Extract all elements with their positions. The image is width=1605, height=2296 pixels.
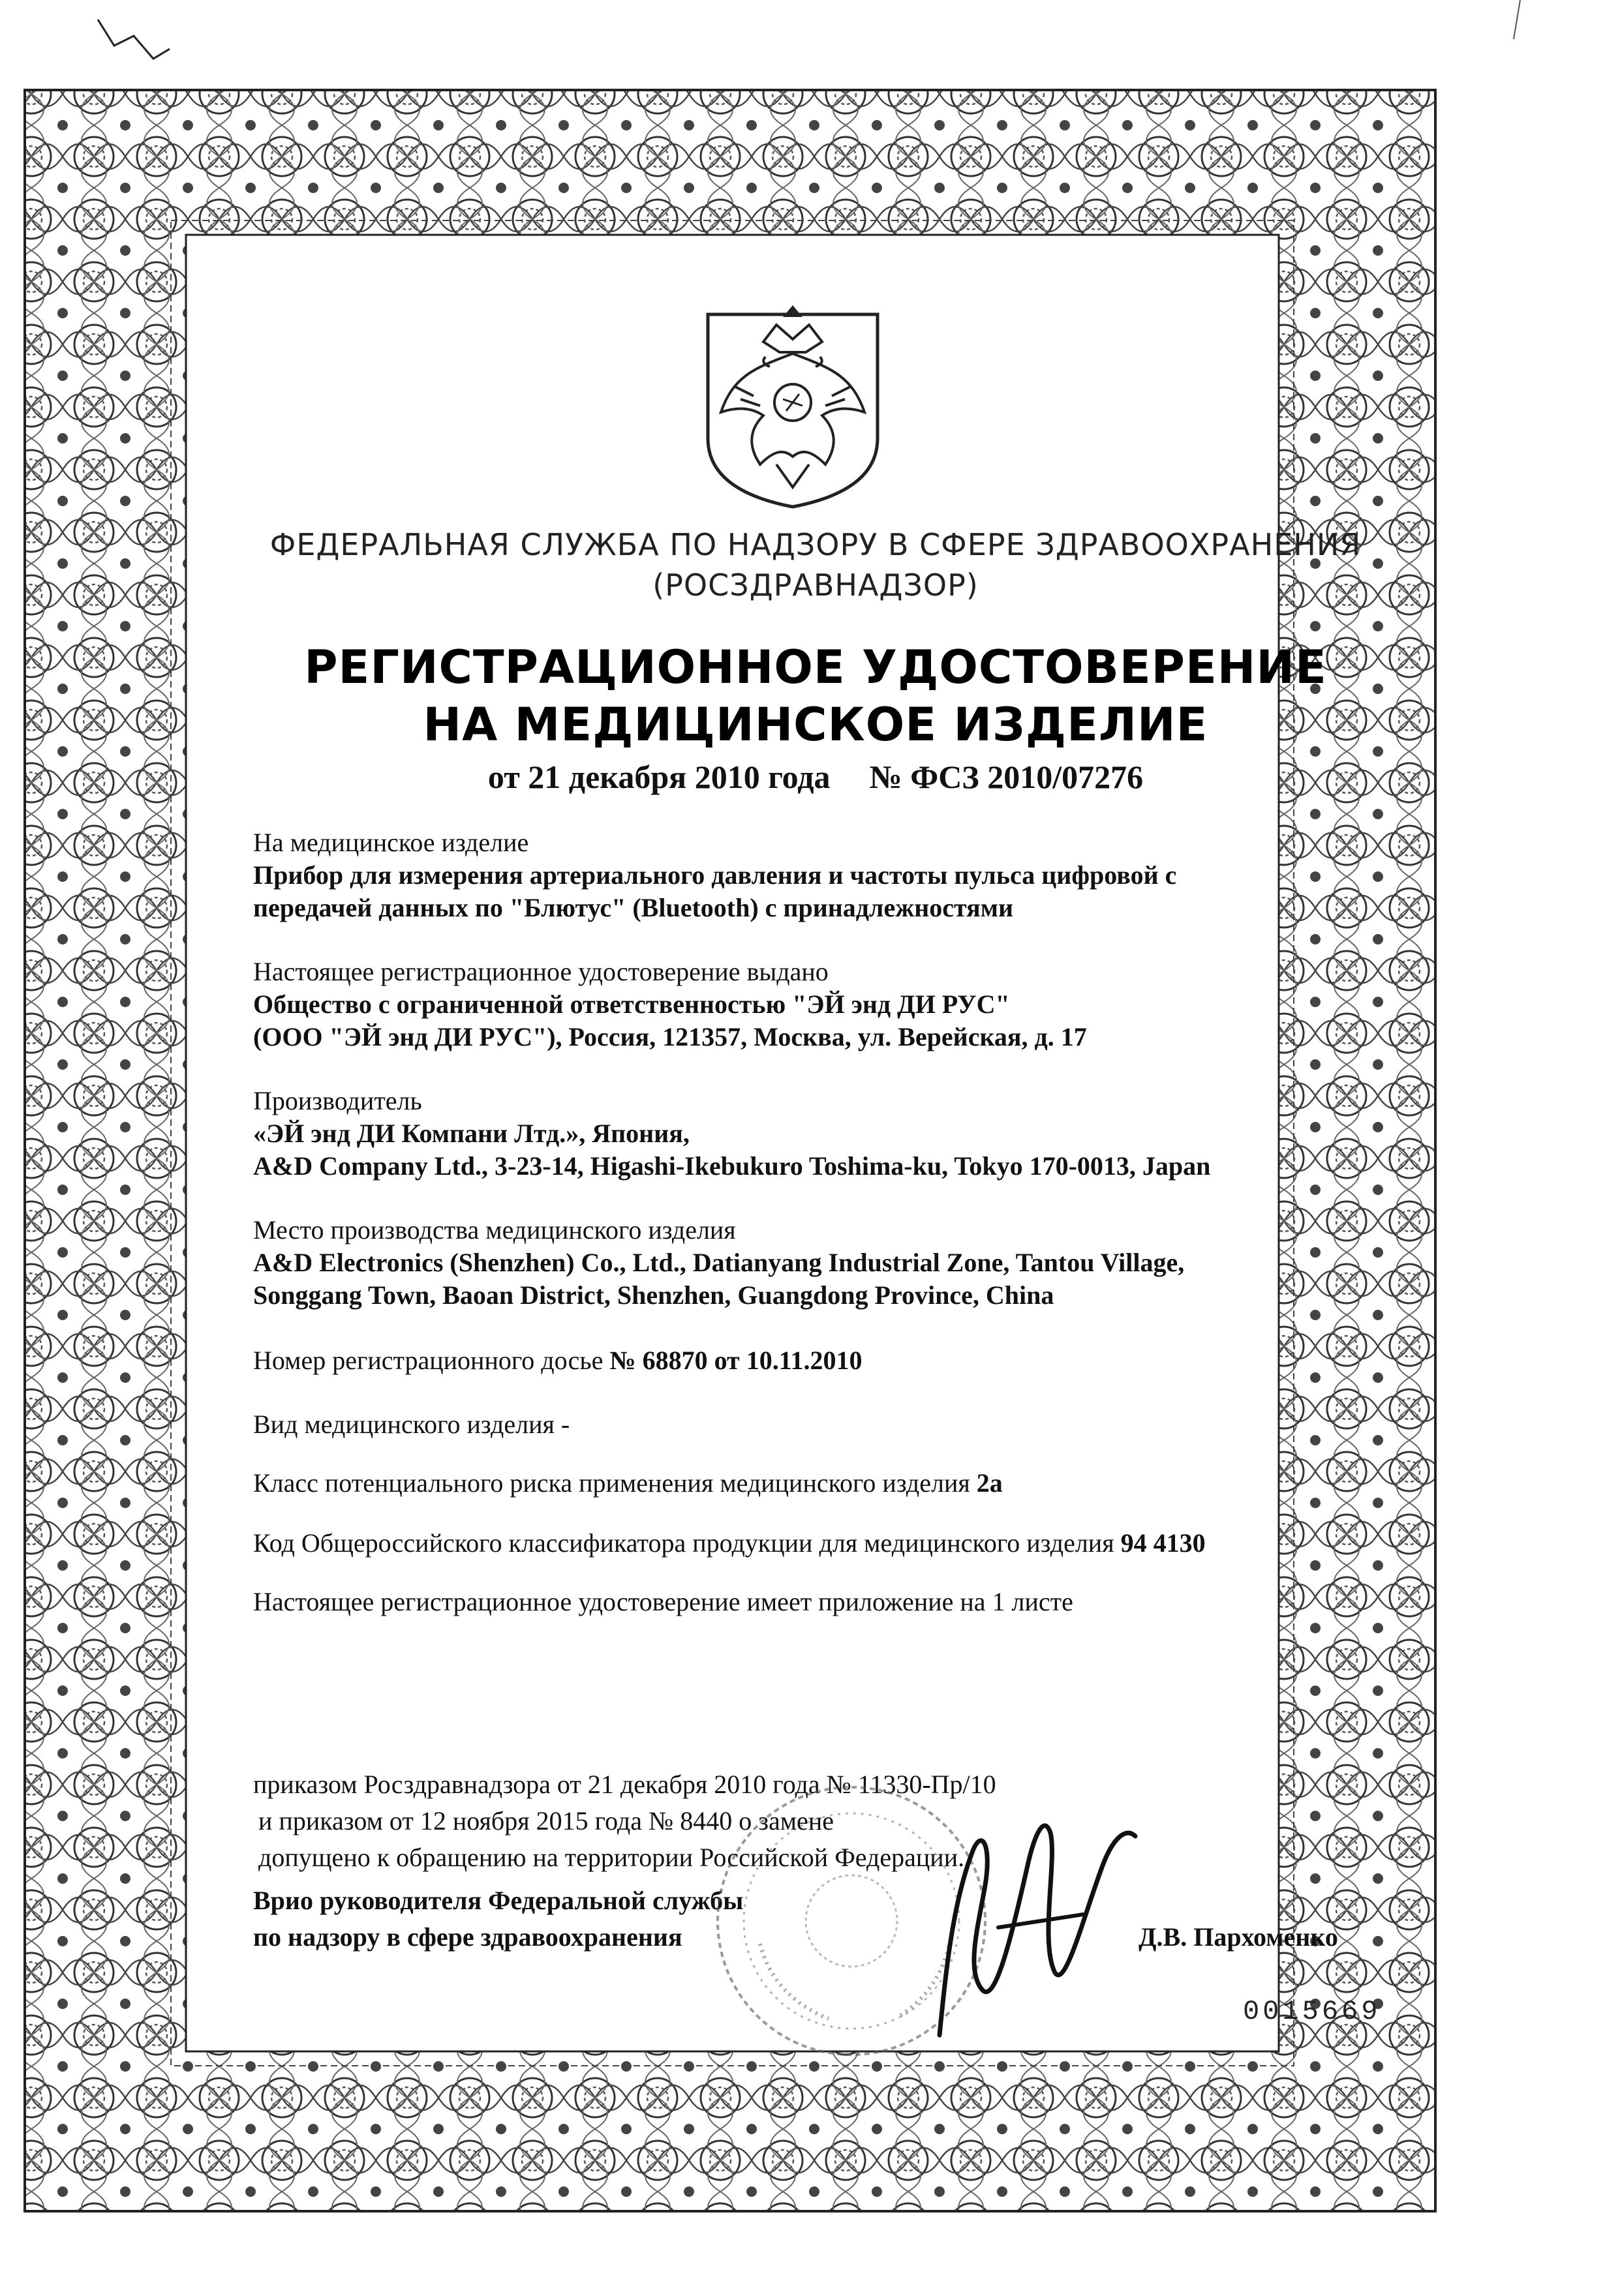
manufacturer-label: Производитель (253, 1086, 422, 1115)
risk-class-line (253, 1468, 1003, 1498)
certificate-number: № ФСЗ 2010/07276 (869, 759, 1144, 795)
issue-dateline (196, 758, 1435, 796)
issue-date: от 21 декабря 2010 года (487, 759, 831, 795)
document-subtitle: НА МЕДИЦИНСКОЕ ИЗДЕЛИЕ (423, 698, 1208, 751)
order-line2: и приказом от 12 ноября 2015 года № 8440 о замене (258, 1806, 834, 1835)
okp-code-line (253, 1528, 1206, 1558)
signatory-title-line2: по надзору в сфере здравоохранения (253, 1922, 682, 1952)
agency-name: ФЕДЕРАЛЬНАЯ СЛУЖБА ПО НАДЗОРУ В СФЕРЕ ЗДРАВООХРАНЕНИЯ (269, 527, 1362, 562)
device-name-line2: передачей данных по "Блютус" (Bluetooth) с принадлежностями (253, 893, 1014, 922)
okp-code-label: Код Общероссийского классификатора продукции для медицинского изделия (253, 1528, 1114, 1558)
dossier-line (253, 1345, 862, 1376)
issued-to-line1: Общество с ограниченной ответственностью "ЭЙ энд ДИ РУС" (253, 989, 1010, 1019)
handwritten-signature (868, 1774, 1168, 2048)
dossier-label: Номер регистрационного досье (253, 1346, 604, 1375)
risk-class-value: 2а (976, 1468, 1003, 1498)
issued-to-line2: (ООО "ЭЙ энд ДИ РУС"), Россия, 121357, Москва, ул. Верейская, д. 17 (253, 1022, 1087, 1051)
okp-code-value: 94 4130 (1120, 1528, 1206, 1558)
manufacturer-line2: A&D Company Ltd., 3-23-14, Higashi-Ikebukuro Toshima-ku, Tokyo 170-0013, Japan (253, 1151, 1211, 1181)
agency-abbreviation: (РОСЗДРАВНАДЗОР) (652, 567, 979, 603)
device-kind: Вид медицинского изделия - (253, 1410, 570, 1439)
dossier-value: № 68870 от 10.11.2010 (609, 1346, 863, 1375)
risk-class-label: Класс потенциального риска применения медицинского изделия (253, 1468, 970, 1498)
device-name-line1: Прибор для измерения артериального давления и частоты пульса цифровой с (253, 860, 1177, 890)
appendix-note: Настоящее регистрационное удостоверение имеет приложение на 1 листе (253, 1587, 1073, 1616)
coat-of-arms-emblem (688, 301, 897, 510)
production-site-label: Место производства медицинского изделия (253, 1215, 736, 1245)
issued-label: Настоящее регистрационное удостоверение выдано (253, 957, 829, 986)
manufacturer-line1: «ЭЙ энд ДИ Компани Лтд.», Япония, (253, 1119, 690, 1148)
order-line3: допущено к обращению на территории Российской Федерации. (258, 1843, 965, 1872)
order-line1: приказом Росздравнадзора от 21 декабря 2010 года № 11330-Пр/10 (253, 1770, 996, 1799)
document-title: РЕГИСТРАЦИОННОЕ УДОСТОВЕРЕНИЕ (304, 641, 1327, 694)
production-site-line1: A&D Electronics (Shenzhen) Co., Ltd., Datianyang Industrial Zone, Tantou Village, (253, 1248, 1185, 1277)
device-label: На медицинское изделие (253, 828, 529, 857)
serial-number: 0015669 (1243, 1996, 1381, 2027)
signatory-title-line1: Врио руководителя Федеральной службы (253, 1886, 744, 1915)
production-site-line2: Songgang Town, Baoan District, Shenzhen, Guangdong Province, China (253, 1280, 1054, 1310)
signatory-name: Д.В. Пархоменко (1139, 1922, 1338, 1952)
